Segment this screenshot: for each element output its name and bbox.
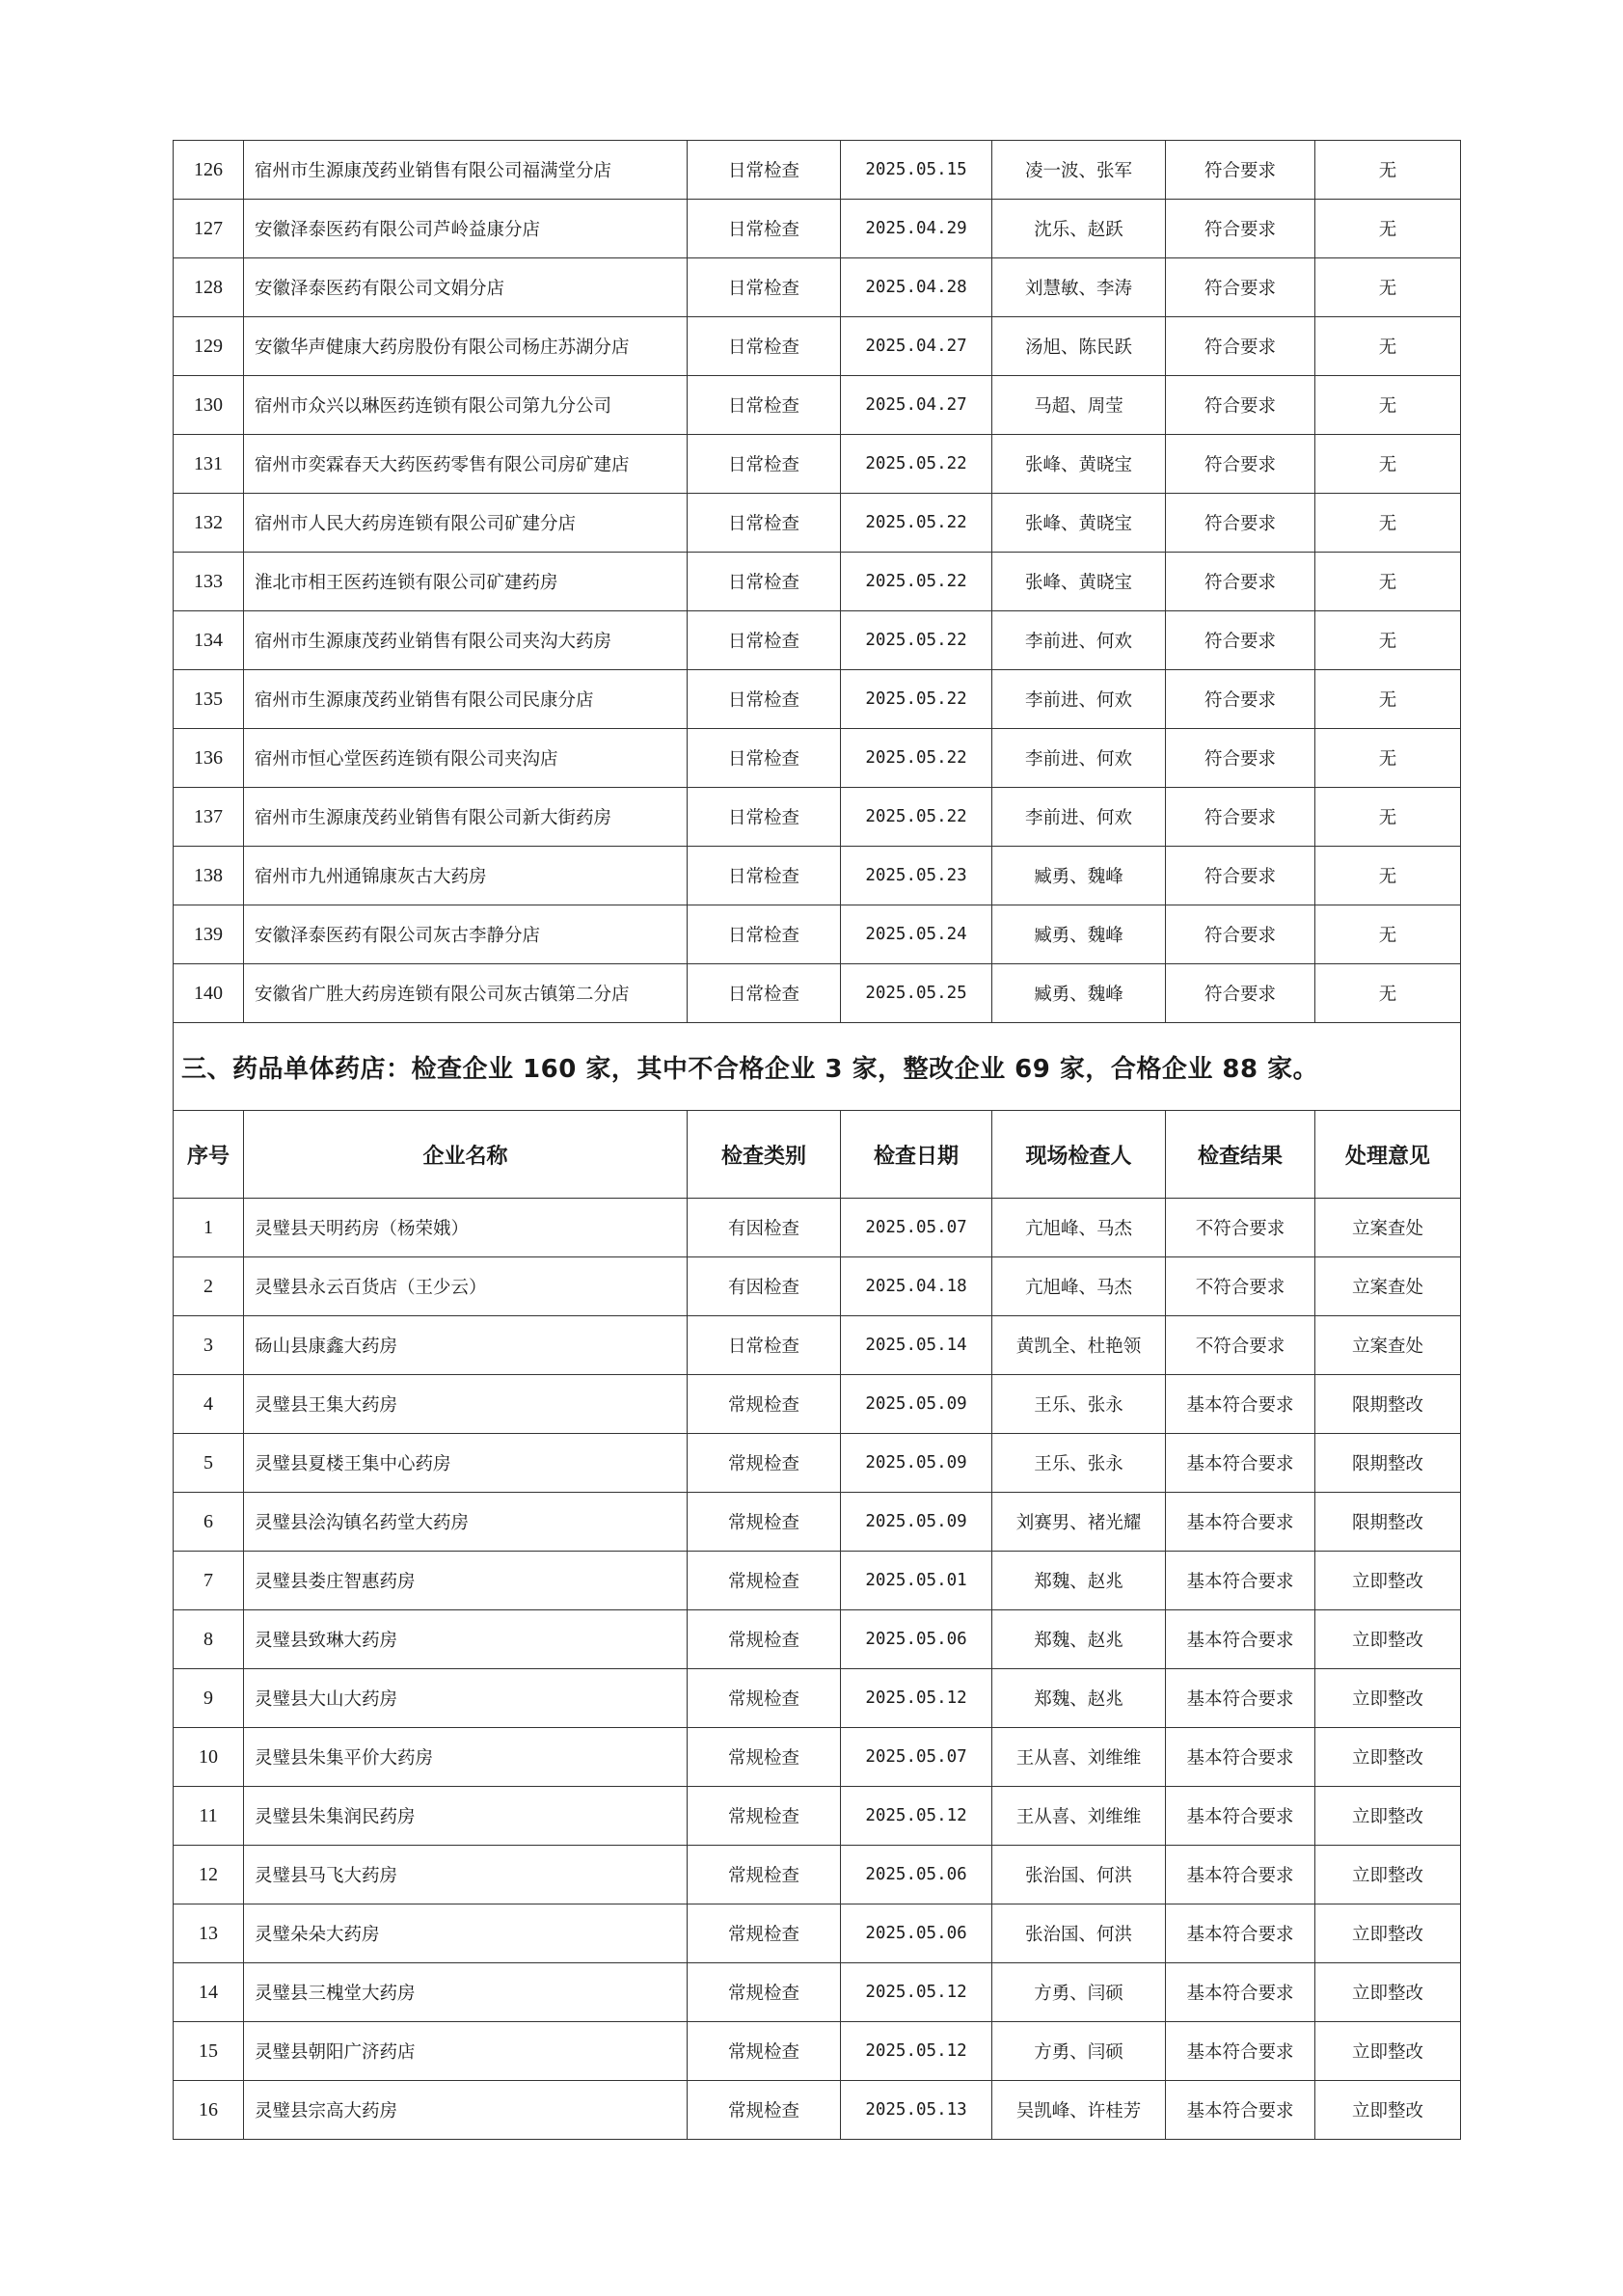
header-name: 企业名称 <box>244 1111 688 1199</box>
cell-result: 基本符合要求 <box>1166 1434 1315 1493</box>
cell-date: 2025.05.12 <box>841 1963 992 2022</box>
cell-date: 2025.05.22 <box>841 788 992 847</box>
cell-action: 无 <box>1315 553 1461 611</box>
header-no: 序号 <box>174 1111 244 1199</box>
cell-result: 基本符合要求 <box>1166 1846 1315 1904</box>
cell-inspectors: 王从喜、刘维维 <box>992 1728 1166 1787</box>
cell-date: 2025.05.06 <box>841 1846 992 1904</box>
cell-inspectors: 李前进、何欢 <box>992 788 1166 847</box>
cell-no: 134 <box>174 611 244 670</box>
cell-action: 无 <box>1315 847 1461 905</box>
cell-name: 安徽省广胜大药房连锁有限公司灰古镇第二分店 <box>244 964 688 1023</box>
cell-type: 日常检查 <box>688 611 841 670</box>
header-inspectors: 现场检查人 <box>992 1111 1166 1199</box>
cell-result: 基本符合要求 <box>1166 1552 1315 1610</box>
cell-no: 129 <box>174 317 244 376</box>
cell-inspectors: 亢旭峰、马杰 <box>992 1199 1166 1257</box>
table-row <box>174 258 1461 317</box>
table2-body <box>174 1199 1461 2140</box>
cell-inspectors: 张治国、何洪 <box>992 1904 1166 1963</box>
cell-name: 宿州市奕霖春天大药医药零售有限公司房矿建店 <box>244 435 688 494</box>
cell-result: 基本符合要求 <box>1166 2081 1315 2140</box>
cell-name: 灵璧县娄庄智惠药房 <box>244 1552 688 1610</box>
cell-type: 日常检查 <box>688 729 841 788</box>
table-row <box>174 788 1461 847</box>
cell-name: 灵璧县浍沟镇名药堂大药房 <box>244 1493 688 1552</box>
cell-date: 2025.05.06 <box>841 1904 992 1963</box>
table-row <box>174 1846 1461 1904</box>
cell-type: 有因检查 <box>688 1257 841 1316</box>
table-row <box>174 1963 1461 2022</box>
cell-inspectors: 刘慧敏、李涛 <box>992 258 1166 317</box>
table-row <box>174 1375 1461 1434</box>
cell-inspectors: 张治国、何洪 <box>992 1846 1166 1904</box>
cell-date: 2025.05.23 <box>841 847 992 905</box>
cell-result: 不符合要求 <box>1166 1316 1315 1375</box>
cell-no: 1 <box>174 1199 244 1257</box>
cell-inspectors: 郑魏、赵兆 <box>992 1669 1166 1728</box>
cell-type: 日常检查 <box>688 847 841 905</box>
cell-result: 符合要求 <box>1166 611 1315 670</box>
cell-name: 灵璧县朝阳广济药店 <box>244 2022 688 2081</box>
cell-name: 灵璧县马飞大药房 <box>244 1846 688 1904</box>
cell-type: 日常检查 <box>688 964 841 1023</box>
cell-type: 常规检查 <box>688 1904 841 1963</box>
cell-inspectors: 李前进、何欢 <box>992 611 1166 670</box>
cell-date: 2025.05.06 <box>841 1610 992 1669</box>
cell-type: 日常检查 <box>688 376 841 435</box>
cell-inspectors: 王乐、张永 <box>992 1375 1166 1434</box>
cell-result: 基本符合要求 <box>1166 1610 1315 1669</box>
cell-result: 不符合要求 <box>1166 1257 1315 1316</box>
cell-type: 日常检查 <box>688 435 841 494</box>
cell-type: 常规检查 <box>688 2022 841 2081</box>
cell-result: 符合要求 <box>1166 847 1315 905</box>
cell-result: 符合要求 <box>1166 729 1315 788</box>
cell-result: 符合要求 <box>1166 964 1315 1023</box>
table-row <box>174 611 1461 670</box>
cell-inspectors: 张峰、黄晓宝 <box>992 494 1166 553</box>
cell-inspectors: 黄凯全、杜艳领 <box>992 1316 1166 1375</box>
cell-date: 2025.04.29 <box>841 200 992 258</box>
cell-no: 6 <box>174 1493 244 1552</box>
cell-date: 2025.05.13 <box>841 2081 992 2140</box>
table-row <box>174 1728 1461 1787</box>
header-type: 检查类别 <box>688 1111 841 1199</box>
cell-inspectors: 郑魏、赵兆 <box>992 1552 1166 1610</box>
table-row <box>174 1610 1461 1669</box>
cell-type: 日常检查 <box>688 670 841 729</box>
cell-name: 灵璧县三槐堂大药房 <box>244 1963 688 2022</box>
cell-action: 立即整改 <box>1315 1552 1461 1610</box>
cell-result: 符合要求 <box>1166 670 1315 729</box>
table-row <box>174 435 1461 494</box>
cell-action: 无 <box>1315 200 1461 258</box>
cell-inspectors: 沈乐、赵跃 <box>992 200 1166 258</box>
section-heading-row <box>174 1023 1461 1111</box>
cell-inspectors: 凌一波、张军 <box>992 141 1166 200</box>
cell-type: 日常检查 <box>688 141 841 200</box>
cell-action: 限期整改 <box>1315 1493 1461 1552</box>
cell-type: 日常检查 <box>688 1316 841 1375</box>
cell-inspectors: 方勇、闫硕 <box>992 2022 1166 2081</box>
cell-date: 2025.05.09 <box>841 1434 992 1493</box>
cell-no: 139 <box>174 905 244 964</box>
table-row <box>174 729 1461 788</box>
cell-action: 立即整改 <box>1315 1846 1461 1904</box>
cell-result: 基本符合要求 <box>1166 1669 1315 1728</box>
cell-inspectors: 郑魏、赵兆 <box>992 1610 1166 1669</box>
cell-name: 灵璧县宗高大药房 <box>244 2081 688 2140</box>
cell-result: 符合要求 <box>1166 494 1315 553</box>
cell-date: 2025.05.01 <box>841 1552 992 1610</box>
cell-action: 无 <box>1315 494 1461 553</box>
cell-action: 立即整改 <box>1315 1904 1461 1963</box>
cell-inspectors: 臧勇、魏峰 <box>992 905 1166 964</box>
cell-type: 常规检查 <box>688 1669 841 1728</box>
cell-date: 2025.05.22 <box>841 553 992 611</box>
cell-name: 砀山县康鑫大药房 <box>244 1316 688 1375</box>
cell-result: 符合要求 <box>1166 905 1315 964</box>
cell-action: 立即整改 <box>1315 2022 1461 2081</box>
cell-no: 138 <box>174 847 244 905</box>
cell-type: 常规检查 <box>688 1375 841 1434</box>
cell-action: 无 <box>1315 788 1461 847</box>
cell-no: 13 <box>174 1904 244 1963</box>
cell-inspectors: 马超、周莹 <box>992 376 1166 435</box>
cell-type: 日常检查 <box>688 317 841 376</box>
table-row <box>174 2081 1461 2140</box>
cell-no: 4 <box>174 1375 244 1434</box>
cell-action: 无 <box>1315 729 1461 788</box>
cell-action: 立即整改 <box>1315 1610 1461 1669</box>
table-row <box>174 200 1461 258</box>
cell-inspectors: 刘赛男、褚光耀 <box>992 1493 1166 1552</box>
cell-no: 3 <box>174 1316 244 1375</box>
cell-name: 宿州市生源康茂药业销售有限公司新大街药房 <box>244 788 688 847</box>
cell-no: 132 <box>174 494 244 553</box>
table-row <box>174 376 1461 435</box>
cell-no: 137 <box>174 788 244 847</box>
cell-action: 立案查处 <box>1315 1257 1461 1316</box>
cell-result: 符合要求 <box>1166 200 1315 258</box>
table-row <box>174 2022 1461 2081</box>
table-row <box>174 1434 1461 1493</box>
cell-date: 2025.05.22 <box>841 729 992 788</box>
cell-action: 立即整改 <box>1315 1963 1461 2022</box>
table-row <box>174 1552 1461 1610</box>
cell-inspectors: 亢旭峰、马杰 <box>992 1257 1166 1316</box>
cell-date: 2025.05.07 <box>841 1199 992 1257</box>
cell-type: 常规检查 <box>688 2081 841 2140</box>
cell-result: 基本符合要求 <box>1166 1493 1315 1552</box>
cell-date: 2025.05.25 <box>841 964 992 1023</box>
table-row <box>174 1199 1461 1257</box>
cell-name: 宿州市人民大药房连锁有限公司矿建分店 <box>244 494 688 553</box>
cell-result: 基本符合要求 <box>1166 1963 1315 2022</box>
cell-result: 基本符合要求 <box>1166 1728 1315 1787</box>
cell-no: 136 <box>174 729 244 788</box>
cell-no: 135 <box>174 670 244 729</box>
cell-action: 立案查处 <box>1315 1316 1461 1375</box>
cell-no: 140 <box>174 964 244 1023</box>
cell-type: 日常检查 <box>688 905 841 964</box>
cell-date: 2025.04.18 <box>841 1257 992 1316</box>
cell-result: 基本符合要求 <box>1166 1904 1315 1963</box>
cell-result: 基本符合要求 <box>1166 2022 1315 2081</box>
cell-type: 常规检查 <box>688 1963 841 2022</box>
cell-name: 宿州市生源康茂药业销售有限公司夹沟大药房 <box>244 611 688 670</box>
cell-inspectors: 臧勇、魏峰 <box>992 847 1166 905</box>
cell-type: 常规检查 <box>688 1493 841 1552</box>
cell-name: 淮北市相王医药连锁有限公司矿建药房 <box>244 553 688 611</box>
cell-name: 宿州市恒心堂医药连锁有限公司夹沟店 <box>244 729 688 788</box>
cell-date: 2025.05.12 <box>841 1787 992 1846</box>
cell-type: 常规检查 <box>688 1728 841 1787</box>
table-row <box>174 1493 1461 1552</box>
table-row <box>174 1669 1461 1728</box>
cell-date: 2025.05.22 <box>841 670 992 729</box>
cell-name: 灵璧朵朵大药房 <box>244 1904 688 1963</box>
cell-no: 15 <box>174 2022 244 2081</box>
cell-no: 16 <box>174 2081 244 2140</box>
cell-name: 宿州市众兴以琳医药连锁有限公司第九分公司 <box>244 376 688 435</box>
cell-name: 安徽泽泰医药有限公司芦岭益康分店 <box>244 200 688 258</box>
cell-date: 2025.05.09 <box>841 1375 992 1434</box>
cell-date: 2025.04.27 <box>841 317 992 376</box>
cell-type: 常规检查 <box>688 1610 841 1669</box>
table-row <box>174 905 1461 964</box>
table1-body <box>174 141 1461 1023</box>
table-row <box>174 1904 1461 1963</box>
cell-type: 常规检查 <box>688 1846 841 1904</box>
cell-date: 2025.05.07 <box>841 1728 992 1787</box>
cell-name: 宿州市生源康茂药业销售有限公司民康分店 <box>244 670 688 729</box>
table-row <box>174 494 1461 553</box>
cell-name: 灵璧县朱集润民药房 <box>244 1787 688 1846</box>
cell-name: 安徽泽泰医药有限公司文娟分店 <box>244 258 688 317</box>
cell-no: 8 <box>174 1610 244 1669</box>
table-row <box>174 553 1461 611</box>
cell-name: 宿州市生源康茂药业销售有限公司福满堂分店 <box>244 141 688 200</box>
cell-name: 灵璧县永云百货店（王少云） <box>244 1257 688 1316</box>
cell-name: 灵璧县王集大药房 <box>244 1375 688 1434</box>
cell-date: 2025.05.24 <box>841 905 992 964</box>
cell-inspectors: 王乐、张永 <box>992 1434 1166 1493</box>
cell-no: 133 <box>174 553 244 611</box>
cell-inspectors: 吴凯峰、许桂芳 <box>992 2081 1166 2140</box>
cell-action: 无 <box>1315 670 1461 729</box>
cell-inspectors: 李前进、何欢 <box>992 729 1166 788</box>
cell-inspectors: 张峰、黄晓宝 <box>992 553 1166 611</box>
cell-date: 2025.05.12 <box>841 1669 992 1728</box>
cell-inspectors: 臧勇、魏峰 <box>992 964 1166 1023</box>
table-row <box>174 847 1461 905</box>
cell-type: 常规检查 <box>688 1787 841 1846</box>
inspection-table <box>173 140 1461 2140</box>
cell-no: 126 <box>174 141 244 200</box>
cell-action: 无 <box>1315 435 1461 494</box>
cell-inspectors: 李前进、何欢 <box>992 670 1166 729</box>
cell-action: 限期整改 <box>1315 1434 1461 1493</box>
cell-result: 符合要求 <box>1166 788 1315 847</box>
section3-body <box>174 1023 1461 1199</box>
cell-name: 安徽华声健康大药房股份有限公司杨庄苏湖分店 <box>244 317 688 376</box>
cell-no: 10 <box>174 1728 244 1787</box>
table-row <box>174 670 1461 729</box>
cell-action: 无 <box>1315 905 1461 964</box>
cell-date: 2025.05.22 <box>841 611 992 670</box>
cell-date: 2025.04.27 <box>841 376 992 435</box>
cell-type: 常规检查 <box>688 1552 841 1610</box>
cell-no: 5 <box>174 1434 244 1493</box>
cell-type: 日常检查 <box>688 200 841 258</box>
cell-action: 无 <box>1315 141 1461 200</box>
header-result: 检查结果 <box>1166 1111 1315 1199</box>
header-action: 处理意见 <box>1315 1111 1461 1199</box>
cell-name: 灵璧县天明药房（杨荣娥） <box>244 1199 688 1257</box>
cell-no: 9 <box>174 1669 244 1728</box>
cell-name: 灵璧县夏楼王集中心药房 <box>244 1434 688 1493</box>
header-date: 检查日期 <box>841 1111 992 1199</box>
cell-inspectors: 汤旭、陈民跃 <box>992 317 1166 376</box>
table-row <box>174 141 1461 200</box>
table-row <box>174 317 1461 376</box>
cell-name: 安徽泽泰医药有限公司灰古李静分店 <box>244 905 688 964</box>
table-row <box>174 1787 1461 1846</box>
cell-date: 2025.04.28 <box>841 258 992 317</box>
cell-action: 立即整改 <box>1315 2081 1461 2140</box>
cell-action: 立即整改 <box>1315 1787 1461 1846</box>
cell-result: 符合要求 <box>1166 317 1315 376</box>
cell-result: 基本符合要求 <box>1166 1787 1315 1846</box>
cell-action: 无 <box>1315 317 1461 376</box>
cell-action: 无 <box>1315 964 1461 1023</box>
cell-action: 限期整改 <box>1315 1375 1461 1434</box>
cell-result: 符合要求 <box>1166 141 1315 200</box>
cell-action: 无 <box>1315 611 1461 670</box>
table-row <box>174 964 1461 1023</box>
table-row <box>174 1316 1461 1375</box>
cell-result: 符合要求 <box>1166 258 1315 317</box>
cell-date: 2025.05.09 <box>841 1493 992 1552</box>
cell-no: 130 <box>174 376 244 435</box>
cell-date: 2025.05.15 <box>841 141 992 200</box>
cell-no: 131 <box>174 435 244 494</box>
cell-type: 日常检查 <box>688 494 841 553</box>
cell-date: 2025.05.14 <box>841 1316 992 1375</box>
cell-inspectors: 张峰、黄晓宝 <box>992 435 1166 494</box>
cell-no: 12 <box>174 1846 244 1904</box>
cell-result: 不符合要求 <box>1166 1199 1315 1257</box>
cell-no: 2 <box>174 1257 244 1316</box>
cell-date: 2025.05.12 <box>841 2022 992 2081</box>
cell-action: 立即整改 <box>1315 1728 1461 1787</box>
section3-heading: 三、药品单体药店：检查企业 160 家，其中不合格企业 3 家，整改企业 69 家，合格企业 88 家。 <box>174 1023 1461 1111</box>
cell-no: 7 <box>174 1552 244 1610</box>
cell-action: 立即整改 <box>1315 1669 1461 1728</box>
table-row <box>174 1257 1461 1316</box>
cell-date: 2025.05.22 <box>841 435 992 494</box>
cell-name: 灵璧县大山大药房 <box>244 1669 688 1728</box>
cell-result: 符合要求 <box>1166 553 1315 611</box>
cell-name: 灵璧县致琳大药房 <box>244 1610 688 1669</box>
document-page <box>173 140 1460 2140</box>
cell-no: 127 <box>174 200 244 258</box>
cell-no: 128 <box>174 258 244 317</box>
cell-result: 符合要求 <box>1166 435 1315 494</box>
cell-type: 日常检查 <box>688 258 841 317</box>
cell-inspectors: 方勇、闫硕 <box>992 1963 1166 2022</box>
table2-header-row <box>174 1111 1461 1199</box>
cell-action: 立案查处 <box>1315 1199 1461 1257</box>
cell-type: 有因检查 <box>688 1199 841 1257</box>
cell-result: 基本符合要求 <box>1166 1375 1315 1434</box>
cell-name: 宿州市九州通锦康灰古大药房 <box>244 847 688 905</box>
cell-inspectors: 王从喜、刘维维 <box>992 1787 1166 1846</box>
cell-action: 无 <box>1315 258 1461 317</box>
cell-date: 2025.05.22 <box>841 494 992 553</box>
cell-result: 符合要求 <box>1166 376 1315 435</box>
cell-type: 日常检查 <box>688 788 841 847</box>
cell-action: 无 <box>1315 376 1461 435</box>
cell-no: 14 <box>174 1963 244 2022</box>
cell-type: 常规检查 <box>688 1434 841 1493</box>
cell-no: 11 <box>174 1787 244 1846</box>
cell-name: 灵璧县朱集平价大药房 <box>244 1728 688 1787</box>
cell-type: 日常检查 <box>688 553 841 611</box>
